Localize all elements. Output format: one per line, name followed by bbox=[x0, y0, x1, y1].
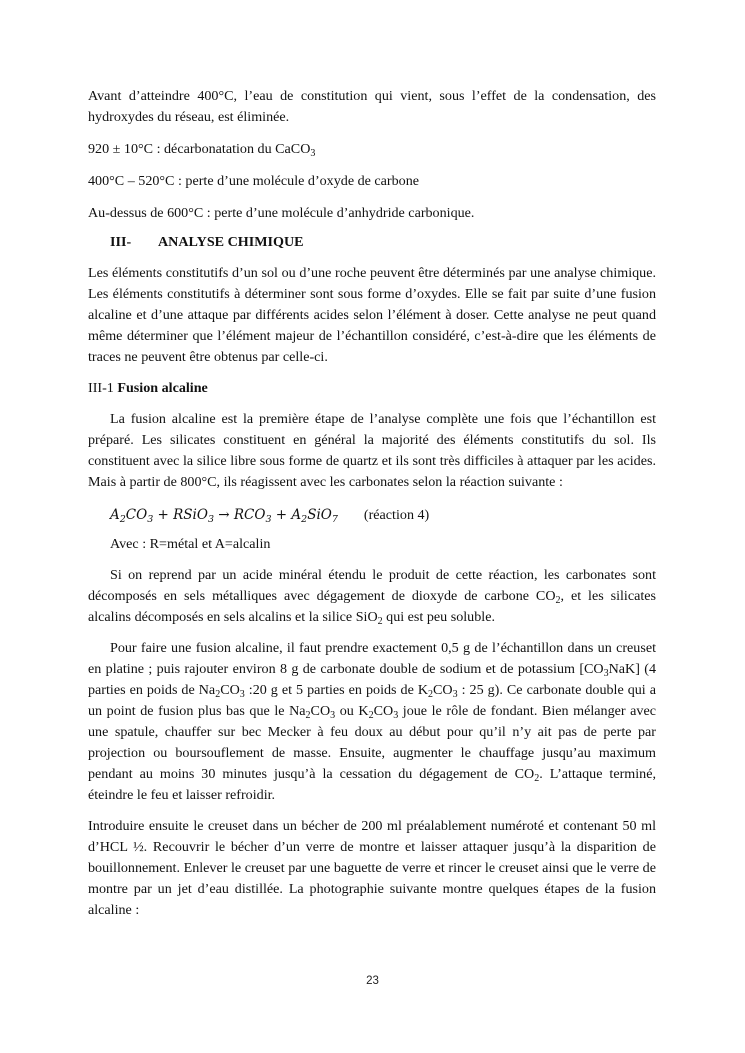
fusion-paragraph-1: La fusion alcaline est la première étape de l’analyse complète une fois que l’échantillon est préparé. Les silicates constituent en général la majorité des éléments constitutifs du sol. Ils constituent avec la silice libre sous forme de quartz et ils sont très difficiles à attaquer par les acides. Mais à partir de 800°C, ils réagissent avec les carbonates selon la réaction suivante : bbox=[88, 411, 656, 490]
equation-label: (réaction 4) bbox=[363, 507, 430, 523]
section-heading bbox=[88, 232, 656, 253]
section-number: III- bbox=[110, 234, 132, 250]
fusion-paragraph-2: Si on reprend par un acide minéral étendu le produit de cette réaction, les carbonates sont décomposés en sels métalliques avec dégagement de dioxyde de carbone $CO_2$, et les silicates alcalins décomposés en sels alcalins et la silice SiO$_2$ qui est peu soluble. bbox=[88, 567, 656, 627]
section-body: Les éléments constitutifs d’un sol ou d’une roche peuvent être déterminés par une analyse chimique. Les éléments constitutifs à déterminer sont sous forme d’oxydes. Elle se fait par suite d’une fusion alcaline et d’une attaque par différents acides selon l’élément à doser. Cette analyse ne peut quand même déterminer que l’élément majeur de l’échantillon considéré, c’est-à-dire que les éléments de traces ne peuvent être obtenus par celle-ci. bbox=[88, 265, 656, 365]
equation-formula: $A_2CO_3$ + RSiO$_3$ → $RCO_3 + A_2SiO_7$ bbox=[110, 507, 338, 525]
reaction-equation bbox=[88, 505, 656, 526]
document-page bbox=[88, 86, 656, 921]
fusion-paragraph-4: Introduire ensuite le creuset dans un bécher de 200 ml préalablement numéroté et contenant 50 ml d’HCL ½. Recouvrir le bécher d’un verre de montre et laisser attaquer jusqu’à la disparition de bouillonnement. Enlever le creuset par une baguette de verre et rincer le creuset ainsi que le verre de montre par un jet d’eau distillée. La photographie suivante montre quelques étapes de la fusion alcaline : bbox=[88, 818, 656, 918]
fusion-paragraph-3: Pour faire une fusion alcaline, il faut prendre exactement 0,5 g de l’échantillon dans un creuset en platine ; puis rajouter environ 8 g de carbonate double de sodium et de potassium $[CO_3NaK]$ (4 parties en poids de $Na_2CO_3$ :20 g et 5 parties en poids de $K_2CO_3$ : 25 g). Ce carbonate double qui a un point de fusion plus bas que le $Na_2CO_3$ ou $K_2CO_3$ joue le rôle de fondant. Bien mélanger avec une spatule, chauffer sur bec Mecker à feu doux au début pour qu’il n’y ait pas de perte par projection ou boursouflement de masse. Ensuite, augmenter le chauffage jusqu’au maximum pendant au moins 30 minutes jusqu’à la cessation du dégagement de $CO_2$. L’attaque terminé, éteindre le feu et laisser refroidir. bbox=[88, 640, 656, 803]
temperature-range-line: 400°C – 520°C : perte d’une molécule d’oxyde de carbone bbox=[88, 173, 420, 189]
decarbonation-line: 920 ± 10°C : décarbonatation du CaCO$_3$ bbox=[88, 141, 316, 159]
section-title: ANALYSE CHIMIQUE bbox=[158, 234, 304, 250]
subsection-title: Fusion alcaline bbox=[117, 380, 208, 396]
page-number: 23 bbox=[366, 975, 379, 987]
subsection-heading bbox=[88, 378, 656, 399]
subsection-number: III-1 bbox=[88, 380, 118, 396]
intro-paragraph: Avant d’atteindre 400°C, l’eau de constitution qui vient, sous l’effet de la condensation, des hydroxydes du réseau, est éliminée. bbox=[88, 88, 656, 125]
above-600-line: Au-dessus de 600°C : perte d’une molécule d’anhydride carbonique. bbox=[88, 205, 475, 221]
avec-line: Avec : R=métal et A=alcalin bbox=[110, 536, 271, 552]
